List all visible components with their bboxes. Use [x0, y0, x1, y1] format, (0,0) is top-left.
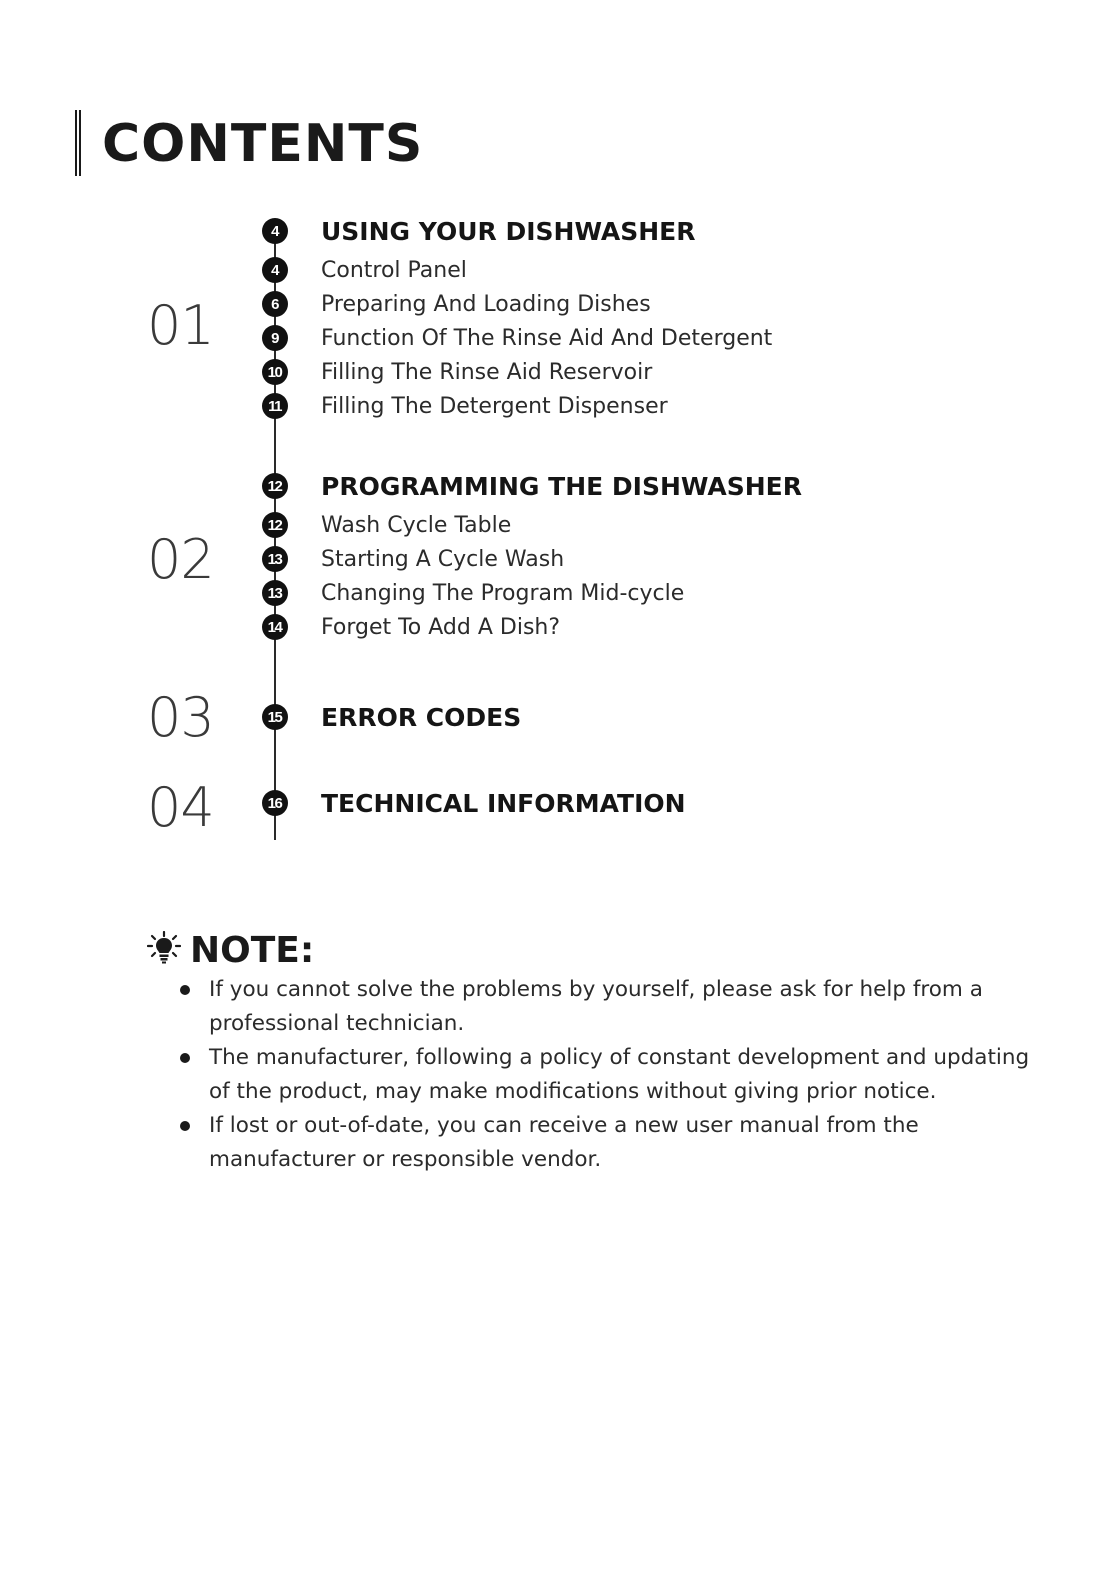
page-title: CONTENTS [102, 114, 424, 174]
toc-item-label: Forget To Add A Dish? [321, 614, 561, 640]
toc-item-rinse-aid-detergent[interactable] [262, 324, 772, 352]
note-bullet-text: The manufacturer, following a policy of constant development and updating of the product, may make modifications without giving prior notice. [209, 1045, 1030, 1104]
toc-heading-programming[interactable] [262, 472, 802, 500]
toc-heading-label: TECHNICAL INFORMATION [321, 788, 686, 818]
page-badge: 12 [262, 512, 288, 538]
toc-heading-label: PROGRAMMING THE DISHWASHER [321, 471, 802, 501]
toc-item-wash-cycle-table[interactable] [262, 511, 511, 539]
note-bullet-list [178, 973, 1038, 1177]
toc-item-label: Filling The Detergent Dispenser [321, 393, 668, 419]
note-bullet [178, 973, 1038, 1041]
page-badge: 9 [262, 325, 288, 351]
toc-item-forget-dish[interactable] [262, 613, 560, 641]
page-badge: 11 [262, 393, 288, 419]
lightbulb-icon [147, 931, 181, 965]
toc-heading-using-your-dishwasher[interactable] [262, 217, 696, 245]
note-bullet-text: If lost or out-of-date, you can receive a new user manual from the manufacturer or responsible vendor. [209, 1113, 919, 1172]
page-badge: 15 [262, 704, 288, 730]
toc-item-detergent-dispenser[interactable] [262, 392, 668, 420]
toc-heading-technical-information[interactable] [262, 789, 686, 817]
note-bullet-text: If you cannot solve the problems by yourself, please ask for help from a professional technician. [209, 977, 983, 1036]
toc-heading-label: ERROR CODES [321, 702, 522, 732]
toc-item-label: Starting A Cycle Wash [321, 546, 565, 572]
page-badge: 4 [262, 218, 288, 244]
section-number-01: 01 [147, 294, 214, 357]
toc-item-label: Preparing And Loading Dishes [321, 291, 651, 317]
toc-heading-error-codes[interactable] [262, 703, 521, 731]
page-badge: 14 [262, 614, 288, 640]
toc-item-changing-program[interactable] [262, 579, 684, 607]
toc-item-rinse-aid-reservoir[interactable] [262, 358, 652, 386]
page-badge: 13 [262, 546, 288, 572]
page-badge: 10 [262, 359, 288, 385]
section-number-03: 03 [147, 686, 214, 749]
note-bullet [178, 1109, 1038, 1177]
page-badge: 12 [262, 473, 288, 499]
note-title: NOTE: [190, 930, 315, 971]
toc-heading-label: USING YOUR DISHWASHER [321, 216, 696, 246]
section-number-02: 02 [147, 528, 214, 591]
toc-item-label: Changing The Program Mid-cycle [321, 580, 685, 606]
toc-item-starting-cycle-wash[interactable] [262, 545, 564, 573]
note-bullet [178, 1041, 1038, 1109]
page-badge: 16 [262, 790, 288, 816]
bullet-dot [180, 985, 190, 995]
toc-item-preparing-loading-dishes[interactable] [262, 290, 651, 318]
bullet-dot [180, 1121, 190, 1131]
bullet-dot [180, 1053, 190, 1063]
toc-item-label: Control Panel [321, 257, 467, 283]
section-number-04: 04 [147, 776, 214, 839]
title-accent-bar [75, 110, 81, 176]
toc-item-label: Wash Cycle Table [321, 512, 512, 538]
page-badge: 4 [262, 257, 288, 283]
page-badge: 13 [262, 580, 288, 606]
toc-item-label: Filling The Rinse Aid Reservoir [321, 359, 653, 385]
toc-item-control-panel[interactable] [262, 256, 467, 284]
page-badge: 6 [262, 291, 288, 317]
toc-item-label: Function Of The Rinse Aid And Detergent [321, 325, 773, 351]
